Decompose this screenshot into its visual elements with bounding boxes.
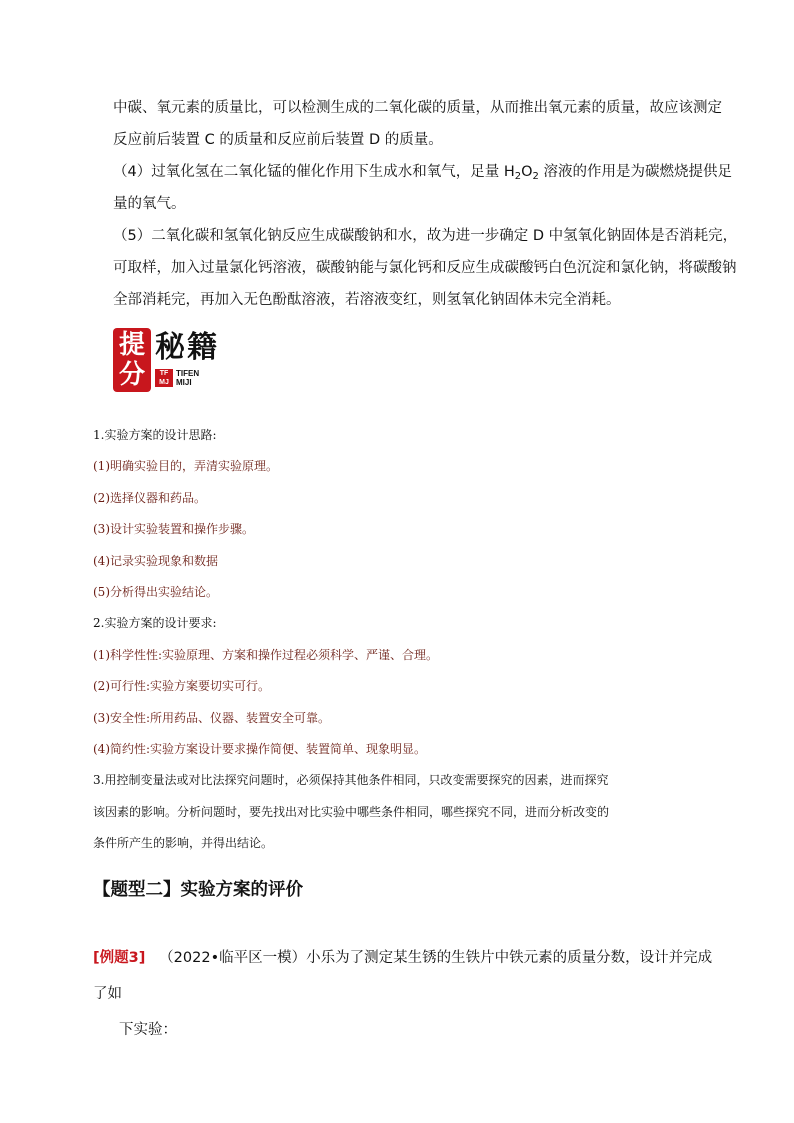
tip-item: (3)设计实验装置和操作步骤。 <box>93 522 254 537</box>
analysis-step-5 <box>113 220 738 316</box>
tip-item: (5)分析得出实验结论。 <box>93 585 218 600</box>
logo-seal <box>113 328 151 392</box>
tip-item: (1)明确实验目的，弄清实验原理。 <box>93 459 278 474</box>
analysis-step-4 <box>113 156 733 220</box>
analysis-line: 全部消耗完，再加入无色酚酞溶液，若溶液变红，则氢氧化钠固体未完全消耗。 <box>113 292 621 308</box>
analysis-line: 量的氧气。 <box>113 196 186 212</box>
section-heading: 【题型二】实验方案的评价 <box>93 880 303 900</box>
tip-heading: 2.实验方案的设计要求: <box>93 616 217 631</box>
example-line <box>93 950 712 1002</box>
analysis-line: 反应前后装置 C 的质量和反应前后装置 D 的质量。 <box>113 132 443 148</box>
text-fragment: O <box>521 164 533 180</box>
tip-paragraph-line: 条件所产生的影响，并得出结论。 <box>93 836 274 851</box>
subscript: 2 <box>514 171 522 182</box>
tip-heading: 1.实验方案的设计思路: <box>93 428 217 442</box>
analysis-step-3 <box>113 92 722 156</box>
text-fragment: （4）过氧化氢在二氧化锰的催化作用下生成水和氧气，足量 H <box>113 164 515 180</box>
text-fragment: 溶液的作用是为碳燃烧提供足 <box>538 164 733 180</box>
analysis-line: 中碳、氧元素的质量比，可以检测生成的二氧化碳的质量，从而推出氧元素的质量，故应该测定 <box>113 100 722 116</box>
tip-item: (3)安全性:所用药品、仪器、装置安全可靠。 <box>93 710 331 725</box>
analysis-line: （5）二氧化碳和氢氧化钠反应生成碳酸钠和水，故为进一步确定 D 中氢氧化钠固体是否消耗完， <box>113 228 738 244</box>
logo-english-line: MIJI <box>176 378 192 387</box>
subscript: 2 <box>532 171 539 182</box>
example-text: （2022•临平区一模）小乐为了测定某生锈的生铁片中铁元素的质量分数，设计并完成了如 <box>93 950 713 1002</box>
logo-english-line: TIFEN <box>176 369 200 378</box>
tip-paragraph-line: 3.用控制变量法或对比法探究问题时，必须保持其他条件相同，只改变需要探究的因素，进而探究 <box>93 773 609 788</box>
tips-section <box>93 420 713 860</box>
example-tag: [例题3] <box>93 950 146 966</box>
analysis-line: 可取样，加入过量氯化钙溶液，碳酸钠能与氯化钙和反应生成碳酸钙白色沉淀和氯化钠，将碳酸钠 <box>113 260 737 276</box>
tip-item: (1)科学性性:实验原理、方案和操作过程必须科学、严谨、合理。 <box>93 647 439 662</box>
analysis-line <box>113 156 733 188</box>
logo-badge: TF MJ <box>155 369 173 387</box>
logo-english <box>176 369 199 387</box>
tifen-miji-logo <box>113 325 233 395</box>
tip-item: (4)简约性:实验方案设计要求操作简便、装置简单、现象明显。 <box>93 742 427 757</box>
tip-item: (2)可行性:实验方案要切实可行。 <box>93 679 271 694</box>
logo-seal-char: 分 <box>118 360 145 390</box>
logo-seal-char: 提 <box>118 330 145 360</box>
example-line: 下实验： <box>119 1022 177 1038</box>
tip-paragraph-line: 该因素的影响。分析问题时，要先找出对比实验中哪些条件相同，哪些探究不同，进而分析改变的 <box>93 804 610 819</box>
tip-item: (4)记录实验现象和数据 <box>93 553 218 568</box>
example-3 <box>93 940 713 1048</box>
tip-item: (2)选择仪器和药品。 <box>93 490 206 505</box>
logo-title: 秘籍 <box>155 330 219 365</box>
